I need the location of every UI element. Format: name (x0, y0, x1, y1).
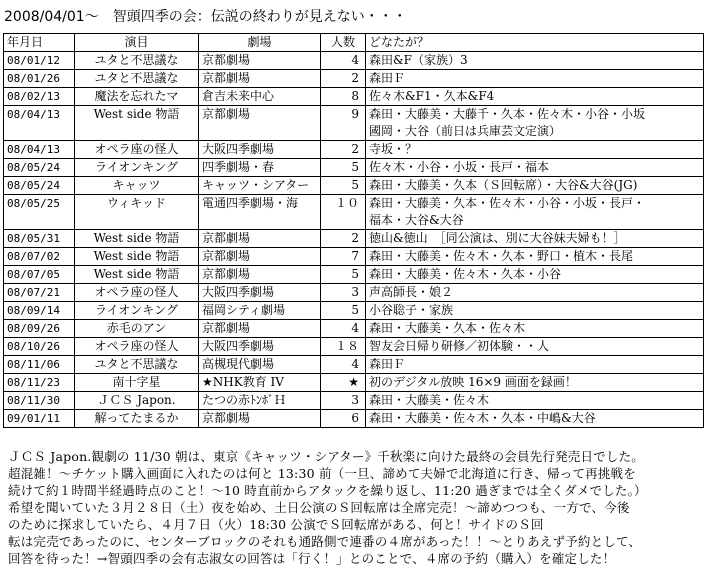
cell-venue: 京都劇場 (199, 106, 321, 141)
table-row (4, 248, 704, 266)
cell-count: 7 (321, 248, 366, 266)
notes-line: のために探求していたら、４月７日（火）18:30 公演でＳ回転席がある、何と！サイドのＳ回 (8, 517, 544, 532)
cell-who: 森田・大藤美・久本（Ｓ回転席）・大谷&大谷(JG) (366, 177, 704, 195)
table-row (4, 159, 704, 177)
cell-date: 08/05/25 (4, 195, 75, 230)
cell-who: 小谷聡子・家族 (366, 302, 704, 320)
table-row (4, 70, 704, 88)
cell-who: 佐々木・小谷・小坂・長戸・福本 (366, 159, 704, 177)
cell-count: 5 (321, 177, 366, 195)
cell-venue: キャッツ・シアター (199, 177, 321, 195)
table-row (4, 356, 704, 374)
cell-count: １０ (321, 195, 366, 230)
cell-count: 2 (321, 141, 366, 159)
cell-venue: 倉吉未来中心 (199, 88, 321, 106)
cell-who: 森田・大藤美・大藤千・久本・佐々木・小谷・小坂 國岡・大谷（前日は兵庫芸文定演） (366, 106, 704, 141)
cell-venue: 高槻現代劇場 (199, 356, 321, 374)
cell-date: 08/07/05 (4, 266, 75, 284)
cell-venue: 京都劇場 (199, 320, 321, 338)
cell-count: 9 (321, 106, 366, 141)
table-row (4, 230, 704, 248)
cell-venue: 四季劇場・春 (199, 159, 321, 177)
cell-date: 08/07/02 (4, 248, 75, 266)
table-row (4, 320, 704, 338)
cell-play: 赤毛のアン (75, 320, 199, 338)
cell-date: 08/04/13 (4, 106, 75, 141)
notes-line: 希望を聞いていた３月２８日（土）夜を始め、土日公演のＳ回転席は全席完売！～諦めつつも、一方で、今後 (8, 500, 630, 515)
cell-who: 森田・大藤美・久本・佐々木・小谷・小坂・長戸・ 福本・大谷&大谷 (366, 195, 704, 230)
notes-paragraph (8, 448, 700, 567)
cell-venue: 電通四季劇場・海 (199, 195, 321, 230)
table-row (4, 374, 704, 392)
cell-venue: 大阪四季劇場 (199, 284, 321, 302)
cell-count: １８ (321, 338, 366, 356)
cell-venue: 大阪四季劇場 (199, 338, 321, 356)
cell-who: 森田Ｆ (366, 356, 704, 374)
cell-date: 08/11/06 (4, 356, 75, 374)
cell-play: ユタと不思議な (75, 52, 199, 70)
table-row (4, 106, 704, 141)
cell-play: ＪＣＳ Japon. (75, 392, 199, 410)
cell-venue: 京都劇場 (199, 410, 321, 428)
cell-who: 森田Ｆ (366, 70, 704, 88)
cell-who: 初のデジタル放映 16×9 画面を録画！ (366, 374, 704, 392)
cell-venue: 京都劇場 (199, 230, 321, 248)
cell-count: 2 (321, 70, 366, 88)
header-venue: 劇場 (199, 34, 321, 52)
cell-play: ユタと不思議な (75, 70, 199, 88)
cell-who: 森田&F（家族）3 (366, 52, 704, 70)
cell-venue: 福岡シティ劇場 (199, 302, 321, 320)
cell-who: 声高師長・娘２ (366, 284, 704, 302)
cell-play: 魔法を忘れたマ (75, 88, 199, 106)
cell-play: オペラ座の怪人 (75, 338, 199, 356)
table-row (4, 266, 704, 284)
attendance-table (3, 33, 704, 428)
notes-line: 続けて約１時間半経過時点のこと！～10 時直前からアタックを繰り返し、11:20 過ぎまでは全くダメでした。） (8, 483, 647, 498)
table-row (4, 88, 704, 106)
cell-who: 森田・大藤美・佐々木 (366, 392, 704, 410)
cell-count: 4 (321, 320, 366, 338)
header-count: 人数 (321, 34, 366, 52)
cell-date: 08/09/26 (4, 320, 75, 338)
cell-play: West side 物語 (75, 248, 199, 266)
cell-count: 4 (321, 356, 366, 374)
table-row (4, 302, 704, 320)
cell-date: 08/11/23 (4, 374, 75, 392)
cell-play: West side 物語 (75, 106, 199, 141)
table-row (4, 52, 704, 70)
cell-date: 08/05/31 (4, 230, 75, 248)
notes-line: 回答を待った！→智頭四季の会有志淑女の回答は「行く！」とのことで、４席の予約（購入）を確定した！ (8, 551, 616, 566)
cell-who: 寺坂・？ (366, 141, 704, 159)
table-row (4, 195, 704, 230)
cell-who: 徳山&徳山 ［同公演は、別に大谷妹夫婦も！］ (366, 230, 704, 248)
cell-who: 森田・大藤美・佐々木・久本・野口・植木・長尾 (366, 248, 704, 266)
cell-count: 5 (321, 302, 366, 320)
cell-who: 森田・大藤美・久本・佐々木 (366, 320, 704, 338)
cell-venue: 京都劇場 (199, 248, 321, 266)
table-header-row (4, 34, 704, 52)
cell-count: ★ (321, 374, 366, 392)
cell-date: 08/09/14 (4, 302, 75, 320)
table-row (4, 338, 704, 356)
cell-count: 2 (321, 230, 366, 248)
cell-count: 5 (321, 159, 366, 177)
cell-play: ライオンキング (75, 159, 199, 177)
cell-count: 3 (321, 284, 366, 302)
cell-venue: ★NHK教育 IV (199, 374, 321, 392)
notes-line: ＪＣＳ Japon.観劇の 11/30 朝は、東京《キャッツ・シアター》千秋楽に向けた最終の会員先行発売日でした。 (8, 449, 644, 464)
cell-date: 08/05/24 (4, 159, 75, 177)
cell-who: 森田・大藤美・佐々木・久本・中嶋&大谷 (366, 410, 704, 428)
table-row (4, 177, 704, 195)
cell-play: 南十字星 (75, 374, 199, 392)
cell-play: ユタと不思議な (75, 356, 199, 374)
cell-venue: 大阪四季劇場 (199, 141, 321, 159)
cell-count: 3 (321, 392, 366, 410)
cell-play: オペラ座の怪人 (75, 284, 199, 302)
cell-count: 5 (321, 266, 366, 284)
cell-who: 佐々木&F1・久本&F4 (366, 88, 704, 106)
cell-who: 智友会日帰り研修／初体験・・人 (366, 338, 704, 356)
cell-play: ライオンキング (75, 302, 199, 320)
cell-who: 森田・大藤美・佐々木・久本・小谷 (366, 266, 704, 284)
notes-line: 転は完売であったのに、センターブロックのそれも通路側で連番の４席があった！！～とりあえず予約として、 (8, 534, 642, 549)
notes-line: 超混雑！～チケット購入画面に入れたのは何と 13:30 前（一旦、諦めて夫婦で北海道に行き、帰って再挑戦を (8, 466, 636, 481)
table-row (4, 284, 704, 302)
cell-date: 08/10/26 (4, 338, 75, 356)
header-date: 年月日 (4, 34, 75, 52)
table-row (4, 141, 704, 159)
cell-date: 08/05/24 (4, 177, 75, 195)
cell-play: オペラ座の怪人 (75, 141, 199, 159)
cell-count: 4 (321, 52, 366, 70)
table-row (4, 410, 704, 428)
cell-play: West side 物語 (75, 230, 199, 248)
cell-venue: 京都劇場 (199, 70, 321, 88)
cell-venue: たつの赤ﾄﾝﾎﾞＨ (199, 392, 321, 410)
cell-date: 08/01/12 (4, 52, 75, 70)
cell-venue: 京都劇場 (199, 266, 321, 284)
cell-venue: 京都劇場 (199, 52, 321, 70)
cell-date: 08/01/26 (4, 70, 75, 88)
page-title: 2008/04/01～ 智頭四季の会：伝説の終わりが見えない・・・ (4, 9, 407, 25)
cell-count: 8 (321, 88, 366, 106)
cell-play: キャッツ (75, 177, 199, 195)
cell-date: 08/04/13 (4, 141, 75, 159)
cell-date: 08/02/13 (4, 88, 75, 106)
header-play: 演目 (75, 34, 199, 52)
cell-date: 08/07/21 (4, 284, 75, 302)
cell-date: 09/01/11 (4, 410, 75, 428)
cell-date: 08/11/30 (4, 392, 75, 410)
cell-count: 6 (321, 410, 366, 428)
cell-play: West side 物語 (75, 266, 199, 284)
header-who: どなたが？ (366, 34, 704, 52)
cell-play: ウィキッド (75, 195, 199, 230)
table-row (4, 392, 704, 410)
cell-play: 解ってたまるか (75, 410, 199, 428)
